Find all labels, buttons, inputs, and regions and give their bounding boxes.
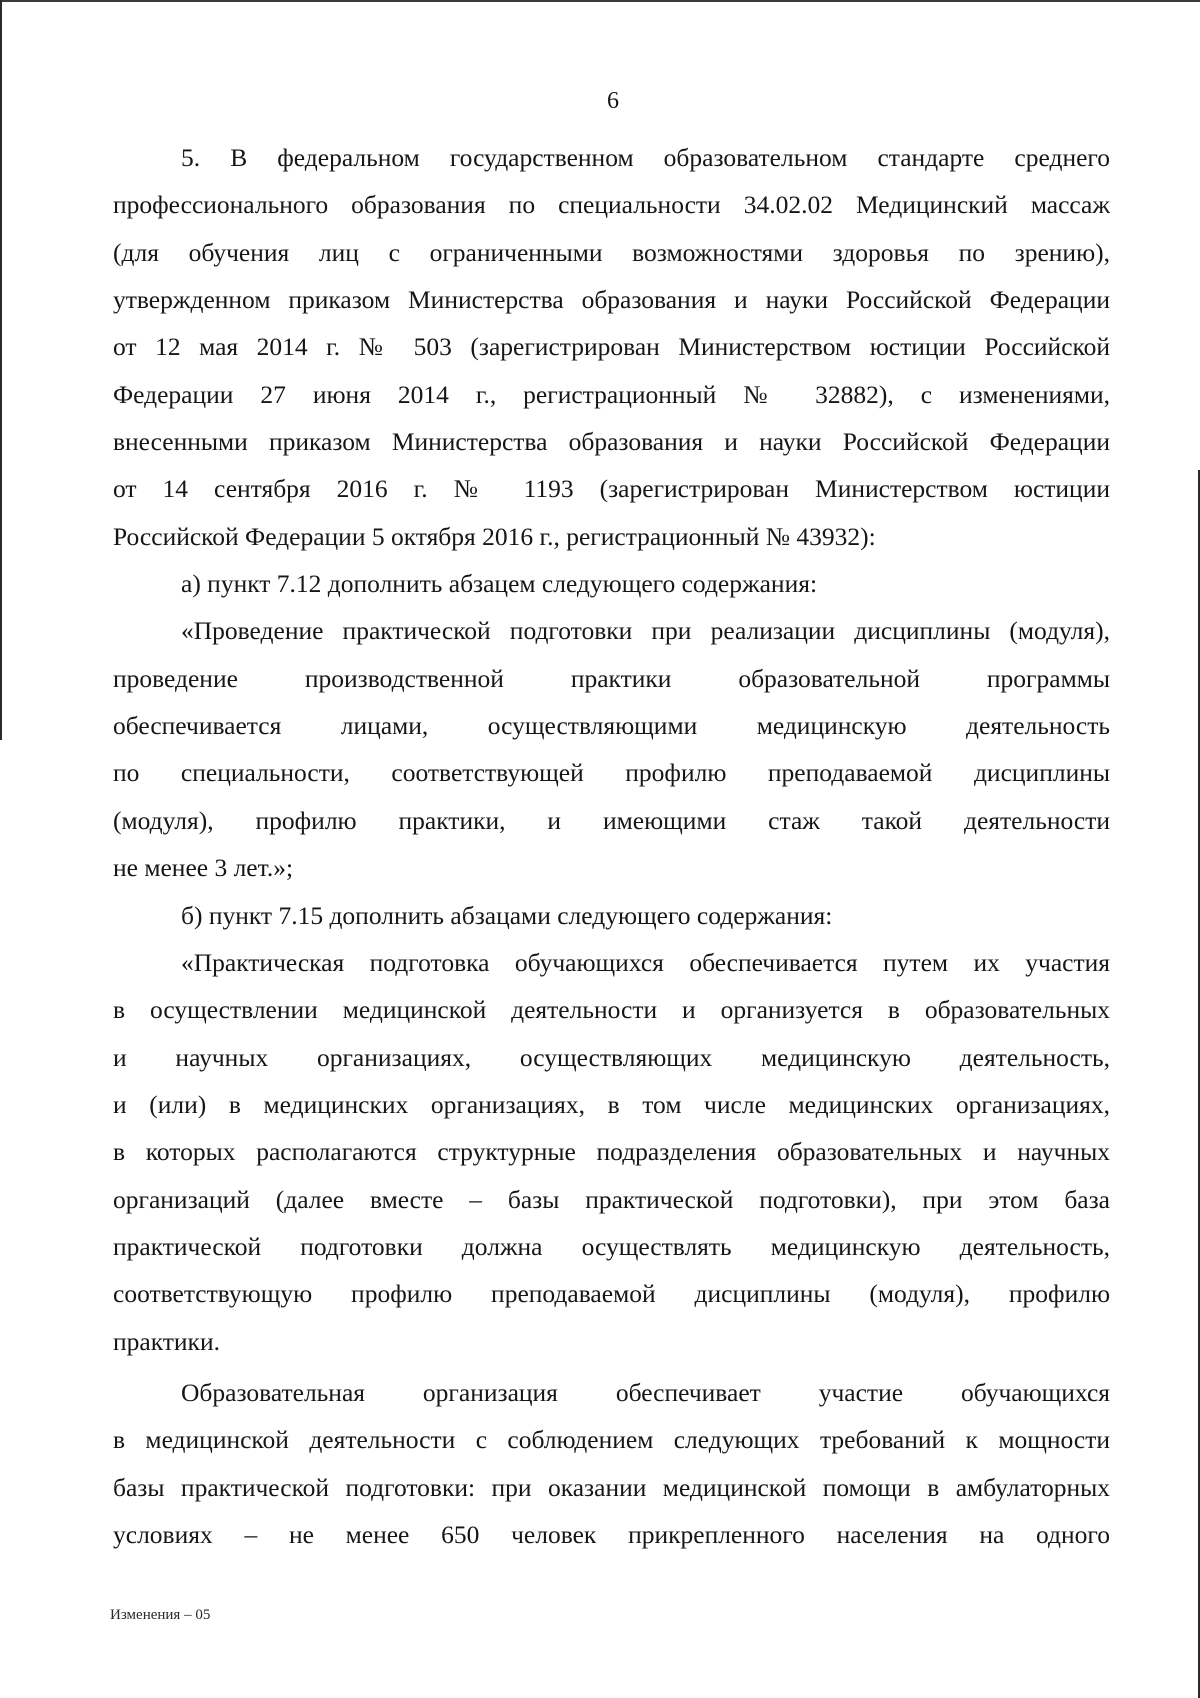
text-line: в медицинской деятельности с соблюдением следующих требований к мощности [113, 1425, 1110, 1455]
text-line: организаций (далее вместе – базы практической подготовки), при этом база [113, 1184, 1110, 1214]
text-line: (для обучения лиц с ограниченными возможностями здоровья по зрению), [113, 237, 1110, 267]
text-line: соответствующую профилю преподаваемой дисциплины (модуля), профилю [113, 1279, 1110, 1309]
text-line: по специальности, соответствующей профилю преподаваемой дисциплины [113, 758, 1110, 788]
text-line: и (или) в медицинских организациях, в том числе медицинских организациях, [113, 1089, 1110, 1119]
text-line: Федерации 27 июня 2014 г., регистрационный № 32882), с изменениями, [113, 379, 1110, 409]
text-line: (модуля), профилю практики, и имеющими стаж такой деятельности [113, 805, 1110, 835]
text-line: обеспечивается лицами, осуществляющими медицинскую деятельность [113, 711, 1110, 741]
text-line: условиях – не менее 650 человек прикрепленного населения на одного [113, 1519, 1110, 1549]
text-line: профессионального образования по специальности 34.02.02 Медицинский массаж [113, 190, 1110, 220]
text-line: Образовательная организация обеспечивает участие обучающихся [181, 1377, 1110, 1407]
text-line: и научных организациях, осуществляющих медицинскую деятельность, [113, 1042, 1110, 1072]
text-line: не менее 3 лет.»; [113, 853, 294, 883]
text-line: а) пункт 7.12 дополнить абзацем следующего содержания: [181, 569, 818, 599]
page-number: 6 [607, 88, 619, 114]
text-line: проведение производственной практики образовательной программы [113, 663, 1110, 693]
text-line: от 14 сентября 2016 г. № 1193 (зарегистрирован Министерством юстиции [113, 474, 1110, 504]
text-line: Российской Федерации 5 октября 2016 г., регистрационный № 43932): [113, 521, 876, 551]
text-line: 5. В федеральном государственном образовательном стандарте среднего [181, 143, 1110, 172]
text-line: «Практическая подготовка обучающихся обеспечивается путем их участия [181, 947, 1110, 977]
text-line: в которых располагаются структурные подразделения образовательных и научных [113, 1137, 1110, 1167]
footer-revision-note: Изменения – 05 [110, 1607, 211, 1623]
text-line: внесенными приказом Министерства образования и науки Российской Федерации [113, 427, 1110, 457]
scan-border-top [0, 0, 1200, 2]
text-line: в осуществлении медицинской деятельности и организуется в образовательных [113, 995, 1110, 1025]
document-body [113, 142, 1110, 1566]
text-line: практической подготовки должна осуществлять медицинскую деятельность, [113, 1231, 1110, 1261]
text-line: б) пункт 7.15 дополнить абзацами следующего содержания: [181, 900, 833, 930]
text-line: практики. [113, 1326, 220, 1356]
text-line: базы практической подготовки: при оказании медицинской помощи в амбулаторных [113, 1472, 1110, 1502]
text-line: от 12 мая 2014 г. № 503 (зарегистрирован Министерством юстиции Российской [113, 332, 1110, 362]
text-line: утвержденном приказом Министерства образования и науки Российской Федерации [113, 285, 1110, 315]
text-line: «Проведение практической подготовки при реализации дисциплины (модуля), [181, 616, 1110, 646]
